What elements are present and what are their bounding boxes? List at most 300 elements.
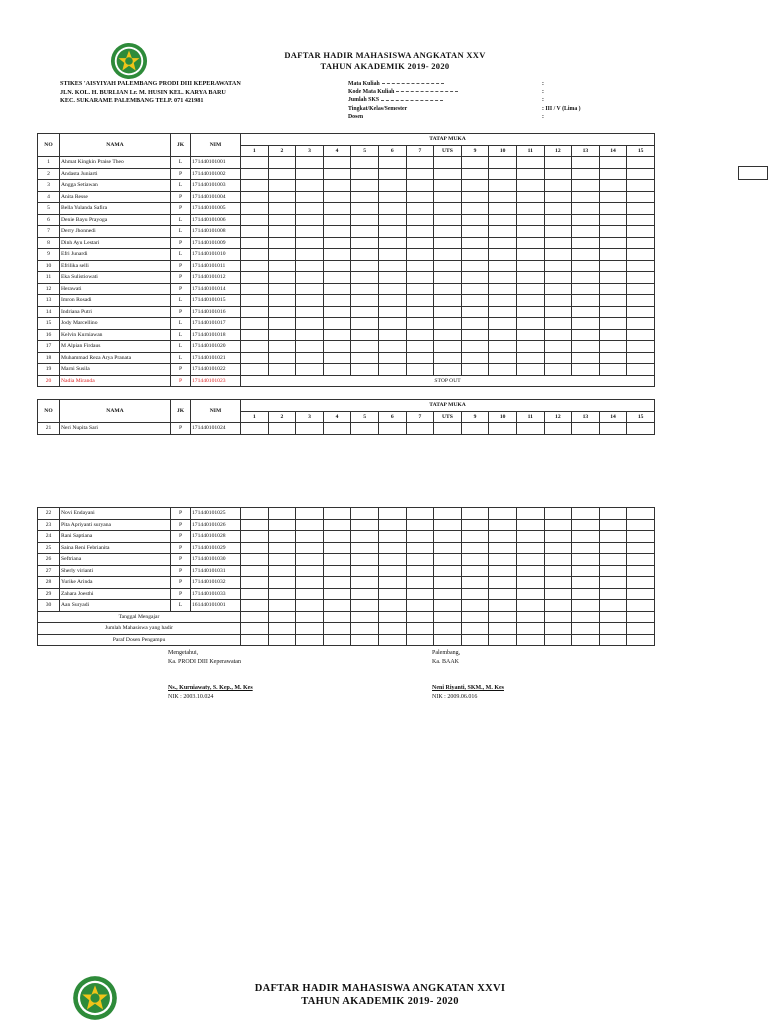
attendance-cell[interactable] [489, 295, 517, 307]
attendance-cell[interactable] [378, 249, 406, 261]
attendance-cell[interactable] [268, 318, 296, 330]
attendance-cell[interactable] [544, 423, 572, 435]
footer-cell[interactable] [572, 623, 600, 635]
attendance-cell[interactable] [351, 249, 379, 261]
attendance-cell[interactable] [572, 237, 600, 249]
attendance-cell[interactable] [461, 554, 489, 566]
attendance-cell[interactable] [296, 588, 324, 600]
attendance-cell[interactable] [572, 226, 600, 238]
attendance-cell[interactable] [627, 577, 655, 589]
attendance-cell[interactable] [268, 191, 296, 203]
attendance-cell[interactable] [489, 329, 517, 341]
attendance-cell[interactable] [351, 318, 379, 330]
attendance-cell[interactable] [378, 588, 406, 600]
attendance-cell[interactable] [516, 214, 544, 226]
attendance-cell[interactable] [489, 272, 517, 284]
attendance-cell[interactable] [572, 600, 600, 612]
attendance-cell[interactable] [599, 157, 627, 169]
attendance-cell[interactable] [599, 554, 627, 566]
attendance-cell[interactable] [489, 519, 517, 531]
attendance-cell[interactable] [461, 203, 489, 215]
attendance-cell[interactable] [296, 554, 324, 566]
attendance-cell[interactable] [351, 531, 379, 543]
attendance-cell[interactable] [544, 272, 572, 284]
attendance-cell[interactable] [627, 237, 655, 249]
attendance-cell[interactable] [268, 306, 296, 318]
attendance-cell[interactable] [544, 565, 572, 577]
attendance-cell[interactable] [241, 364, 269, 376]
attendance-cell[interactable] [572, 203, 600, 215]
attendance-cell[interactable] [434, 260, 462, 272]
attendance-cell[interactable] [627, 203, 655, 215]
attendance-cell[interactable] [489, 168, 517, 180]
attendance-cell[interactable] [323, 237, 351, 249]
footer-cell[interactable] [544, 623, 572, 635]
attendance-cell[interactable] [378, 260, 406, 272]
attendance-cell[interactable] [378, 341, 406, 353]
attendance-cell[interactable] [406, 341, 434, 353]
attendance-cell[interactable] [461, 214, 489, 226]
attendance-cell[interactable] [406, 364, 434, 376]
attendance-cell[interactable] [599, 565, 627, 577]
attendance-cell[interactable] [351, 329, 379, 341]
attendance-cell[interactable] [572, 508, 600, 520]
attendance-cell[interactable] [461, 180, 489, 192]
attendance-cell[interactable] [572, 306, 600, 318]
attendance-cell[interactable] [544, 295, 572, 307]
attendance-cell[interactable] [434, 226, 462, 238]
attendance-cell[interactable] [323, 203, 351, 215]
attendance-cell[interactable] [351, 600, 379, 612]
attendance-cell[interactable] [323, 364, 351, 376]
attendance-cell[interactable] [351, 214, 379, 226]
attendance-cell[interactable] [351, 519, 379, 531]
attendance-cell[interactable] [544, 352, 572, 364]
attendance-cell[interactable] [323, 260, 351, 272]
attendance-cell[interactable] [572, 531, 600, 543]
attendance-cell[interactable] [627, 531, 655, 543]
attendance-cell[interactable] [461, 352, 489, 364]
attendance-cell[interactable] [627, 554, 655, 566]
attendance-cell[interactable] [406, 295, 434, 307]
attendance-cell[interactable] [572, 249, 600, 261]
attendance-cell[interactable] [378, 364, 406, 376]
attendance-cell[interactable] [572, 168, 600, 180]
attendance-cell[interactable] [241, 272, 269, 284]
attendance-cell[interactable] [627, 318, 655, 330]
attendance-cell[interactable] [599, 519, 627, 531]
footer-cell[interactable] [406, 634, 434, 646]
attendance-cell[interactable] [406, 226, 434, 238]
footer-cell[interactable] [268, 623, 296, 635]
attendance-cell[interactable] [406, 168, 434, 180]
attendance-cell[interactable] [406, 260, 434, 272]
attendance-cell[interactable] [434, 168, 462, 180]
attendance-cell[interactable] [406, 554, 434, 566]
attendance-cell[interactable] [599, 318, 627, 330]
attendance-cell[interactable] [516, 531, 544, 543]
attendance-cell[interactable] [241, 157, 269, 169]
attendance-cell[interactable] [461, 519, 489, 531]
attendance-cell[interactable] [323, 519, 351, 531]
attendance-cell[interactable] [489, 588, 517, 600]
attendance-cell[interactable] [378, 306, 406, 318]
attendance-cell[interactable] [516, 588, 544, 600]
attendance-cell[interactable] [434, 352, 462, 364]
attendance-cell[interactable] [544, 180, 572, 192]
attendance-cell[interactable] [268, 352, 296, 364]
attendance-cell[interactable] [516, 554, 544, 566]
attendance-cell[interactable] [572, 318, 600, 330]
attendance-cell[interactable] [461, 531, 489, 543]
attendance-cell[interactable] [461, 283, 489, 295]
attendance-cell[interactable] [627, 157, 655, 169]
attendance-cell[interactable] [516, 565, 544, 577]
attendance-cell[interactable] [241, 203, 269, 215]
attendance-cell[interactable] [241, 180, 269, 192]
attendance-cell[interactable] [268, 168, 296, 180]
footer-cell[interactable] [296, 611, 324, 623]
attendance-cell[interactable] [434, 577, 462, 589]
attendance-cell[interactable] [627, 180, 655, 192]
attendance-cell[interactable] [323, 423, 351, 435]
attendance-cell[interactable] [323, 600, 351, 612]
attendance-cell[interactable] [241, 542, 269, 554]
attendance-cell[interactable] [572, 329, 600, 341]
attendance-cell[interactable] [406, 542, 434, 554]
attendance-cell[interactable] [323, 249, 351, 261]
footer-cell[interactable] [627, 634, 655, 646]
attendance-cell[interactable] [627, 600, 655, 612]
attendance-cell[interactable] [572, 214, 600, 226]
attendance-cell[interactable] [461, 364, 489, 376]
attendance-cell[interactable] [489, 554, 517, 566]
attendance-cell[interactable] [268, 364, 296, 376]
attendance-cell[interactable] [296, 565, 324, 577]
attendance-cell[interactable] [323, 542, 351, 554]
attendance-cell[interactable] [489, 577, 517, 589]
attendance-cell[interactable] [461, 249, 489, 261]
attendance-cell[interactable] [296, 283, 324, 295]
attendance-cell[interactable] [434, 508, 462, 520]
attendance-cell[interactable] [489, 283, 517, 295]
attendance-cell[interactable] [241, 508, 269, 520]
footer-cell[interactable] [544, 634, 572, 646]
attendance-cell[interactable] [599, 191, 627, 203]
attendance-cell[interactable] [296, 508, 324, 520]
attendance-cell[interactable] [489, 531, 517, 543]
attendance-cell[interactable] [241, 341, 269, 353]
attendance-cell[interactable] [516, 249, 544, 261]
attendance-cell[interactable] [544, 588, 572, 600]
attendance-cell[interactable] [296, 168, 324, 180]
attendance-cell[interactable] [572, 272, 600, 284]
attendance-cell[interactable] [627, 295, 655, 307]
attendance-cell[interactable] [627, 508, 655, 520]
attendance-cell[interactable] [351, 306, 379, 318]
attendance-cell[interactable] [599, 508, 627, 520]
attendance-cell[interactable] [434, 283, 462, 295]
footer-cell[interactable] [406, 611, 434, 623]
attendance-cell[interactable] [572, 352, 600, 364]
attendance-cell[interactable] [323, 272, 351, 284]
attendance-cell[interactable] [516, 577, 544, 589]
attendance-cell[interactable] [516, 191, 544, 203]
attendance-cell[interactable] [544, 306, 572, 318]
attendance-cell[interactable] [241, 214, 269, 226]
attendance-cell[interactable] [599, 352, 627, 364]
attendance-cell[interactable] [351, 295, 379, 307]
attendance-cell[interactable] [627, 352, 655, 364]
footer-cell[interactable] [516, 623, 544, 635]
attendance-cell[interactable] [351, 237, 379, 249]
attendance-cell[interactable] [378, 226, 406, 238]
attendance-cell[interactable] [544, 364, 572, 376]
attendance-cell[interactable] [572, 341, 600, 353]
attendance-cell[interactable] [351, 341, 379, 353]
footer-cell[interactable] [434, 634, 462, 646]
attendance-cell[interactable] [461, 237, 489, 249]
attendance-cell[interactable] [268, 203, 296, 215]
attendance-cell[interactable] [296, 260, 324, 272]
attendance-cell[interactable] [599, 341, 627, 353]
attendance-cell[interactable] [599, 237, 627, 249]
attendance-cell[interactable] [323, 577, 351, 589]
attendance-cell[interactable] [323, 341, 351, 353]
attendance-cell[interactable] [599, 364, 627, 376]
footer-cell[interactable] [296, 634, 324, 646]
attendance-cell[interactable] [323, 352, 351, 364]
attendance-cell[interactable] [516, 600, 544, 612]
attendance-cell[interactable] [296, 364, 324, 376]
attendance-cell[interactable] [406, 283, 434, 295]
attendance-cell[interactable] [378, 203, 406, 215]
attendance-cell[interactable] [627, 364, 655, 376]
attendance-cell[interactable] [378, 542, 406, 554]
attendance-cell[interactable] [241, 260, 269, 272]
attendance-cell[interactable] [406, 249, 434, 261]
attendance-cell[interactable] [378, 600, 406, 612]
attendance-cell[interactable] [241, 329, 269, 341]
attendance-cell[interactable] [351, 554, 379, 566]
attendance-cell[interactable] [461, 260, 489, 272]
attendance-cell[interactable] [323, 554, 351, 566]
attendance-cell[interactable] [378, 519, 406, 531]
attendance-cell[interactable] [378, 157, 406, 169]
attendance-cell[interactable] [516, 542, 544, 554]
attendance-cell[interactable] [406, 577, 434, 589]
attendance-cell[interactable] [241, 226, 269, 238]
attendance-cell[interactable] [406, 531, 434, 543]
attendance-cell[interactable] [241, 318, 269, 330]
attendance-cell[interactable] [296, 191, 324, 203]
attendance-cell[interactable] [406, 329, 434, 341]
attendance-cell[interactable] [406, 214, 434, 226]
attendance-cell[interactable] [627, 306, 655, 318]
attendance-cell[interactable] [544, 341, 572, 353]
attendance-cell[interactable] [434, 519, 462, 531]
attendance-cell[interactable] [461, 542, 489, 554]
attendance-cell[interactable] [599, 329, 627, 341]
attendance-cell[interactable] [599, 588, 627, 600]
attendance-cell[interactable] [489, 237, 517, 249]
attendance-cell[interactable] [489, 226, 517, 238]
attendance-cell[interactable] [544, 577, 572, 589]
attendance-cell[interactable] [599, 260, 627, 272]
attendance-cell[interactable] [268, 565, 296, 577]
footer-cell[interactable] [241, 634, 269, 646]
attendance-cell[interactable] [268, 295, 296, 307]
attendance-cell[interactable] [434, 191, 462, 203]
attendance-cell[interactable] [599, 423, 627, 435]
attendance-cell[interactable] [268, 577, 296, 589]
attendance-cell[interactable] [351, 508, 379, 520]
attendance-cell[interactable] [434, 318, 462, 330]
attendance-cell[interactable] [406, 237, 434, 249]
attendance-cell[interactable] [268, 600, 296, 612]
attendance-cell[interactable] [378, 423, 406, 435]
attendance-cell[interactable] [323, 565, 351, 577]
footer-cell[interactable] [434, 623, 462, 635]
attendance-cell[interactable] [599, 283, 627, 295]
attendance-cell[interactable] [406, 423, 434, 435]
attendance-cell[interactable] [599, 249, 627, 261]
footer-cell[interactable] [378, 623, 406, 635]
attendance-cell[interactable] [627, 283, 655, 295]
attendance-cell[interactable] [406, 588, 434, 600]
attendance-cell[interactable] [627, 249, 655, 261]
attendance-cell[interactable] [351, 191, 379, 203]
attendance-cell[interactable] [434, 531, 462, 543]
attendance-cell[interactable] [599, 542, 627, 554]
attendance-cell[interactable] [489, 352, 517, 364]
footer-cell[interactable] [572, 611, 600, 623]
attendance-cell[interactable] [351, 226, 379, 238]
attendance-cell[interactable] [323, 531, 351, 543]
attendance-cell[interactable] [516, 318, 544, 330]
attendance-cell[interactable] [406, 272, 434, 284]
attendance-cell[interactable] [572, 577, 600, 589]
attendance-cell[interactable] [378, 168, 406, 180]
attendance-cell[interactable] [378, 295, 406, 307]
attendance-cell[interactable] [489, 157, 517, 169]
attendance-cell[interactable] [323, 157, 351, 169]
attendance-cell[interactable] [241, 237, 269, 249]
attendance-cell[interactable] [296, 203, 324, 215]
footer-cell[interactable] [378, 634, 406, 646]
attendance-cell[interactable] [434, 554, 462, 566]
attendance-cell[interactable] [627, 519, 655, 531]
attendance-cell[interactable] [461, 423, 489, 435]
attendance-cell[interactable] [406, 352, 434, 364]
attendance-cell[interactable] [268, 508, 296, 520]
attendance-cell[interactable] [599, 600, 627, 612]
attendance-cell[interactable] [489, 249, 517, 261]
attendance-cell[interactable] [296, 318, 324, 330]
attendance-cell[interactable] [599, 306, 627, 318]
attendance-cell[interactable] [572, 180, 600, 192]
attendance-cell[interactable] [406, 180, 434, 192]
attendance-cell[interactable] [296, 341, 324, 353]
attendance-cell[interactable] [544, 214, 572, 226]
attendance-cell[interactable] [378, 554, 406, 566]
attendance-cell[interactable] [572, 554, 600, 566]
attendance-cell[interactable] [516, 352, 544, 364]
attendance-cell[interactable] [323, 306, 351, 318]
attendance-cell[interactable] [489, 318, 517, 330]
attendance-cell[interactable] [268, 519, 296, 531]
attendance-cell[interactable] [516, 423, 544, 435]
attendance-cell[interactable] [544, 318, 572, 330]
footer-cell[interactable] [268, 611, 296, 623]
attendance-cell[interactable] [599, 168, 627, 180]
attendance-cell[interactable] [323, 214, 351, 226]
attendance-cell[interactable] [268, 531, 296, 543]
footer-cell[interactable] [489, 611, 517, 623]
attendance-cell[interactable] [296, 423, 324, 435]
footer-cell[interactable] [241, 623, 269, 635]
attendance-cell[interactable] [516, 364, 544, 376]
attendance-cell[interactable] [489, 341, 517, 353]
footer-cell[interactable] [572, 634, 600, 646]
attendance-cell[interactable] [351, 542, 379, 554]
attendance-cell[interactable] [516, 168, 544, 180]
attendance-cell[interactable] [378, 352, 406, 364]
attendance-cell[interactable] [572, 283, 600, 295]
attendance-cell[interactable] [627, 423, 655, 435]
attendance-cell[interactable] [544, 283, 572, 295]
attendance-cell[interactable] [296, 306, 324, 318]
attendance-cell[interactable] [241, 352, 269, 364]
footer-cell[interactable] [351, 623, 379, 635]
attendance-cell[interactable] [296, 600, 324, 612]
attendance-cell[interactable] [241, 565, 269, 577]
attendance-cell[interactable] [268, 157, 296, 169]
attendance-cell[interactable] [516, 157, 544, 169]
attendance-cell[interactable] [544, 191, 572, 203]
attendance-cell[interactable] [434, 306, 462, 318]
attendance-cell[interactable] [323, 226, 351, 238]
attendance-cell[interactable] [516, 519, 544, 531]
attendance-cell[interactable] [241, 191, 269, 203]
attendance-cell[interactable] [378, 180, 406, 192]
footer-cell[interactable] [599, 611, 627, 623]
attendance-cell[interactable] [351, 577, 379, 589]
attendance-cell[interactable] [268, 260, 296, 272]
attendance-cell[interactable] [296, 519, 324, 531]
attendance-cell[interactable] [627, 588, 655, 600]
attendance-cell[interactable] [489, 600, 517, 612]
attendance-cell[interactable] [461, 295, 489, 307]
footer-cell[interactable] [627, 611, 655, 623]
attendance-cell[interactable] [572, 157, 600, 169]
attendance-cell[interactable] [351, 168, 379, 180]
attendance-cell[interactable] [296, 272, 324, 284]
footer-cell[interactable] [323, 623, 351, 635]
attendance-cell[interactable] [378, 318, 406, 330]
attendance-cell[interactable] [516, 283, 544, 295]
attendance-cell[interactable] [378, 531, 406, 543]
attendance-cell[interactable] [268, 554, 296, 566]
attendance-cell[interactable] [461, 306, 489, 318]
attendance-cell[interactable] [461, 157, 489, 169]
attendance-cell[interactable] [516, 272, 544, 284]
footer-cell[interactable] [599, 634, 627, 646]
footer-cell[interactable] [323, 634, 351, 646]
attendance-cell[interactable] [434, 423, 462, 435]
attendance-cell[interactable] [434, 341, 462, 353]
attendance-cell[interactable] [378, 237, 406, 249]
